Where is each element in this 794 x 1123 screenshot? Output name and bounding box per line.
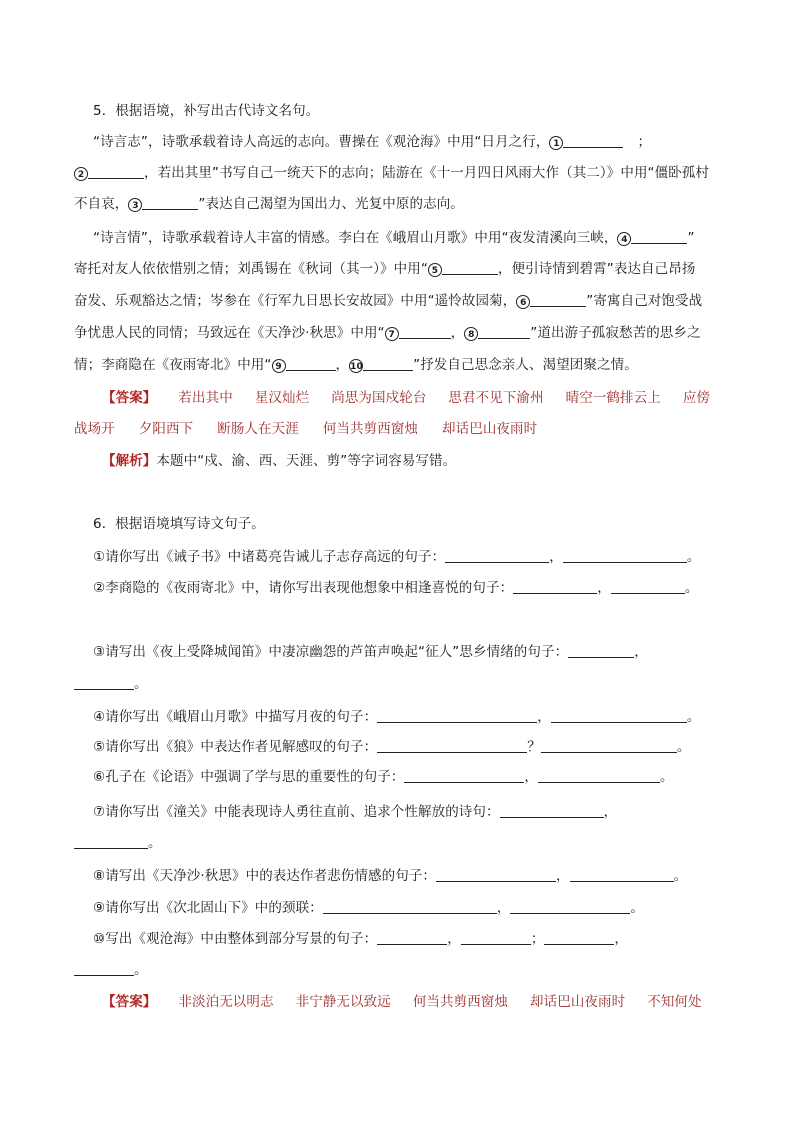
blank[interactable] <box>568 643 634 658</box>
q6-item-4 <box>93 707 743 727</box>
blank[interactable] <box>544 930 614 945</box>
q5-answer-line2 <box>74 419 724 439</box>
blank[interactable] <box>445 548 549 563</box>
circle-number-8: 8 <box>464 327 478 341</box>
blank[interactable] <box>513 579 597 594</box>
q5-text: ， <box>450 325 465 341</box>
blank-8[interactable] <box>478 324 530 339</box>
blank[interactable] <box>377 738 527 753</box>
circle-number-7: 7 <box>385 327 399 341</box>
q6-item-text: ⑤请你写出《狼》中表达作者见解感叹的句子： <box>93 739 378 755</box>
q6-item-3 <box>93 642 743 662</box>
answer-item: 晴空一鹤排云上 <box>565 390 661 406</box>
blank-10[interactable] <box>363 356 413 371</box>
punct: ， <box>634 644 648 660</box>
punct: ？ <box>527 739 541 755</box>
q6-answer-line <box>102 992 752 1012</box>
q5-text: 情；李商隐在《夜雨寄北》中用“ <box>74 357 272 373</box>
analysis-label: 【解析】 <box>102 453 157 469</box>
punct: 。 <box>630 900 645 916</box>
answer-item: 却话巴山夜雨时 <box>530 994 626 1010</box>
q5-text: ，若出其里”书写自己一统天下的志向；陆游在《十一月四日风雨大作（其二）》中用“僵卧孤村 <box>144 165 710 181</box>
answer-item: 何当共剪西窗烛 <box>322 421 419 437</box>
q6-item-5 <box>93 737 743 757</box>
blank[interactable] <box>377 708 537 723</box>
blank[interactable] <box>510 899 630 914</box>
circle-number-2: 2 <box>74 167 88 181</box>
q5-text: ， <box>335 357 350 373</box>
q5-text: ”抒发自己思念亲人、渴望团聚之情。 <box>413 357 638 373</box>
answer-label: 【答案】 <box>102 994 157 1010</box>
answer-item: 应傍 <box>682 390 711 406</box>
answer-item: 却话巴山夜雨时 <box>442 421 538 437</box>
blank-4[interactable] <box>631 229 687 244</box>
q6-item-text: ①请你写出《诫子书》中诸葛亮告诫儿子志存高远的句子： <box>93 549 446 565</box>
q6-item-text: ⑥孔子在《论语》中强调了学与思的重要性的句子： <box>93 769 405 785</box>
answer-label: 【答案】 <box>102 390 157 406</box>
punct: 。 <box>148 835 162 851</box>
blank-9[interactable] <box>286 356 336 371</box>
punct: ； <box>530 931 545 947</box>
circle-number-3: 3 <box>128 198 142 212</box>
punct: ， <box>614 931 629 947</box>
circle-number-9: 9 <box>272 359 286 373</box>
punct: ， <box>603 804 618 820</box>
q6-item-2 <box>93 578 743 598</box>
blank[interactable] <box>570 867 674 882</box>
q5-title: 5．根据语境，补写出古代诗文名句。 <box>93 103 320 119</box>
q5-para2-line5 <box>74 355 724 375</box>
q5-text: ”寄寓自己对饱受战 <box>586 293 703 309</box>
q5-text: ” <box>687 230 695 246</box>
q6-item-1 <box>93 547 743 567</box>
q5-para2-line2 <box>74 259 724 279</box>
q5-para2-line1 <box>93 228 743 248</box>
circle-number-1: 1 <box>549 136 563 150</box>
punct: 。 <box>686 709 701 725</box>
q5-text: ； <box>637 134 652 150</box>
q6-item-10 <box>93 929 743 949</box>
answer-item: 星汉灿烂 <box>254 390 310 406</box>
punct: 。 <box>673 868 688 884</box>
q6-item-3-cont <box>74 674 724 694</box>
q5-text: “诗言情”，诗歌承载着诗人丰富的情感。李白在《峨眉山月歌》中用“夜发清溪向三峡， <box>93 230 618 246</box>
answer-item: 夕阳西下 <box>138 421 194 437</box>
blank-1[interactable] <box>563 133 623 148</box>
q5-text: 寄托对友人依依惜别之情；刘禹锡在《秋词（其一）》中用“ <box>74 261 428 277</box>
blank[interactable] <box>461 930 531 945</box>
blank[interactable] <box>377 930 447 945</box>
blank[interactable] <box>551 708 687 723</box>
punct: ， <box>537 709 551 725</box>
blank-7[interactable] <box>399 324 451 339</box>
q5-text: ”道出游子孤寂愁苦的思乡之 <box>530 325 701 341</box>
q5-text: 争忧患人民的同情；马致远在《天净沙·秋思》中用“ <box>74 325 385 341</box>
punct: ， <box>597 580 611 596</box>
blank[interactable] <box>74 675 134 690</box>
blank[interactable] <box>500 803 604 818</box>
q6-item-text: ②李商隐的《夜雨寄北》中，请你写出表现他想象中相逢喜悦的句子： <box>93 580 514 596</box>
q5-text: 不自哀， <box>74 196 129 212</box>
blank[interactable] <box>74 834 148 849</box>
circle-number-5: 5 <box>428 263 442 277</box>
answer-item: 不知何处 <box>647 994 702 1010</box>
analysis-text: 本题中“戍、渝、西、天涯、剪”等字词容易写错。 <box>156 453 457 469</box>
answer-item: 若出其中 <box>178 390 233 406</box>
q6-item-6 <box>93 767 743 787</box>
answer-item: 非淡泊无以明志 <box>178 994 274 1010</box>
blank[interactable] <box>541 738 677 753</box>
punct: 。 <box>134 676 148 692</box>
blank-5[interactable] <box>442 260 498 275</box>
punct: ， <box>549 549 563 565</box>
blank[interactable] <box>538 768 660 783</box>
q5-text: ，便引诗情到碧霄”表达自己昂扬 <box>497 261 696 277</box>
blank-3[interactable] <box>142 195 198 210</box>
punct: 。 <box>134 962 148 978</box>
answer-item: 思君不见下渝州 <box>448 390 544 406</box>
punct: ， <box>496 900 511 916</box>
q6-item-text: ⑩写出《观沧海》中由整体到部分写景的句子： <box>93 931 378 947</box>
q5-para2-line3 <box>74 291 724 311</box>
punct: 。 <box>686 549 701 565</box>
q5-answer-line1 <box>102 388 752 408</box>
q6-item-7-cont <box>74 833 724 853</box>
punct: ， <box>556 868 570 884</box>
blank[interactable] <box>323 899 497 914</box>
answer-item: 非宁静无以致远 <box>295 994 391 1010</box>
q5-text: “诗言志”，诗歌承载着诗人高远的志向。曹操在《观沧海》中用“日月之行， <box>93 134 550 150</box>
q5-para1-line3 <box>74 194 724 214</box>
blank-2[interactable] <box>88 164 144 179</box>
q5-text: 奋发、乐观豁达之情；岑参在《行军九日思长安故园》中用“遥怜故园菊， <box>74 293 517 309</box>
q5-analysis <box>102 451 752 471</box>
punct: ， <box>524 769 539 785</box>
blank-6[interactable] <box>530 292 586 307</box>
q6-item-9 <box>93 898 743 918</box>
q5-para1-line1 <box>93 132 743 152</box>
q6-item-text: ④请你写出《峨眉山月歌》中描写月夜的句子： <box>93 709 378 725</box>
q5-para1-line2 <box>74 163 724 183</box>
blank[interactable] <box>611 579 685 594</box>
answer-item: 断肠人在天涯 <box>217 421 299 437</box>
q6-item-7 <box>93 802 743 822</box>
blank[interactable] <box>436 867 556 882</box>
blank[interactable] <box>74 961 134 976</box>
punct: 。 <box>676 739 691 755</box>
q6-item-text: ⑧请写出《天净沙·秋思》中的表达作者悲伤情感的句子： <box>93 868 436 884</box>
answer-item: 何当共剪西窗烛 <box>412 994 509 1010</box>
q6-item-text: ⑨请你写出《次北固山下》中的颈联： <box>93 900 323 916</box>
punct: 。 <box>684 580 699 596</box>
punct: ， <box>447 931 461 947</box>
answer-item: 战场开 <box>74 421 115 437</box>
circle-number-4: 4 <box>617 232 631 246</box>
q5-text: ”表达自己渴望为国出力、光复中原的志向。 <box>198 196 464 212</box>
blank[interactable] <box>404 768 524 783</box>
q6-title: 6．根据语境填写诗文句子。 <box>93 516 265 532</box>
q6-item-8 <box>93 866 743 886</box>
q6-item-10-cont <box>74 960 724 980</box>
q5-para2-line4 <box>74 323 724 343</box>
circle-number-10: 10 <box>349 359 363 373</box>
blank[interactable] <box>563 548 687 563</box>
q6-item-text: ③请写出《夜上受降城闻笛》中凄凉幽怨的芦笛声唤起“征人”思乡情绪的句子： <box>93 644 569 660</box>
punct: 。 <box>660 769 674 785</box>
circle-number-6: 6 <box>516 295 530 309</box>
answer-item: 尚思为国戍轮台 <box>331 390 427 406</box>
q6-item-text: ⑦请你写出《潼关》中能表现诗人勇往直前、追求个性解放的诗句： <box>93 804 500 820</box>
